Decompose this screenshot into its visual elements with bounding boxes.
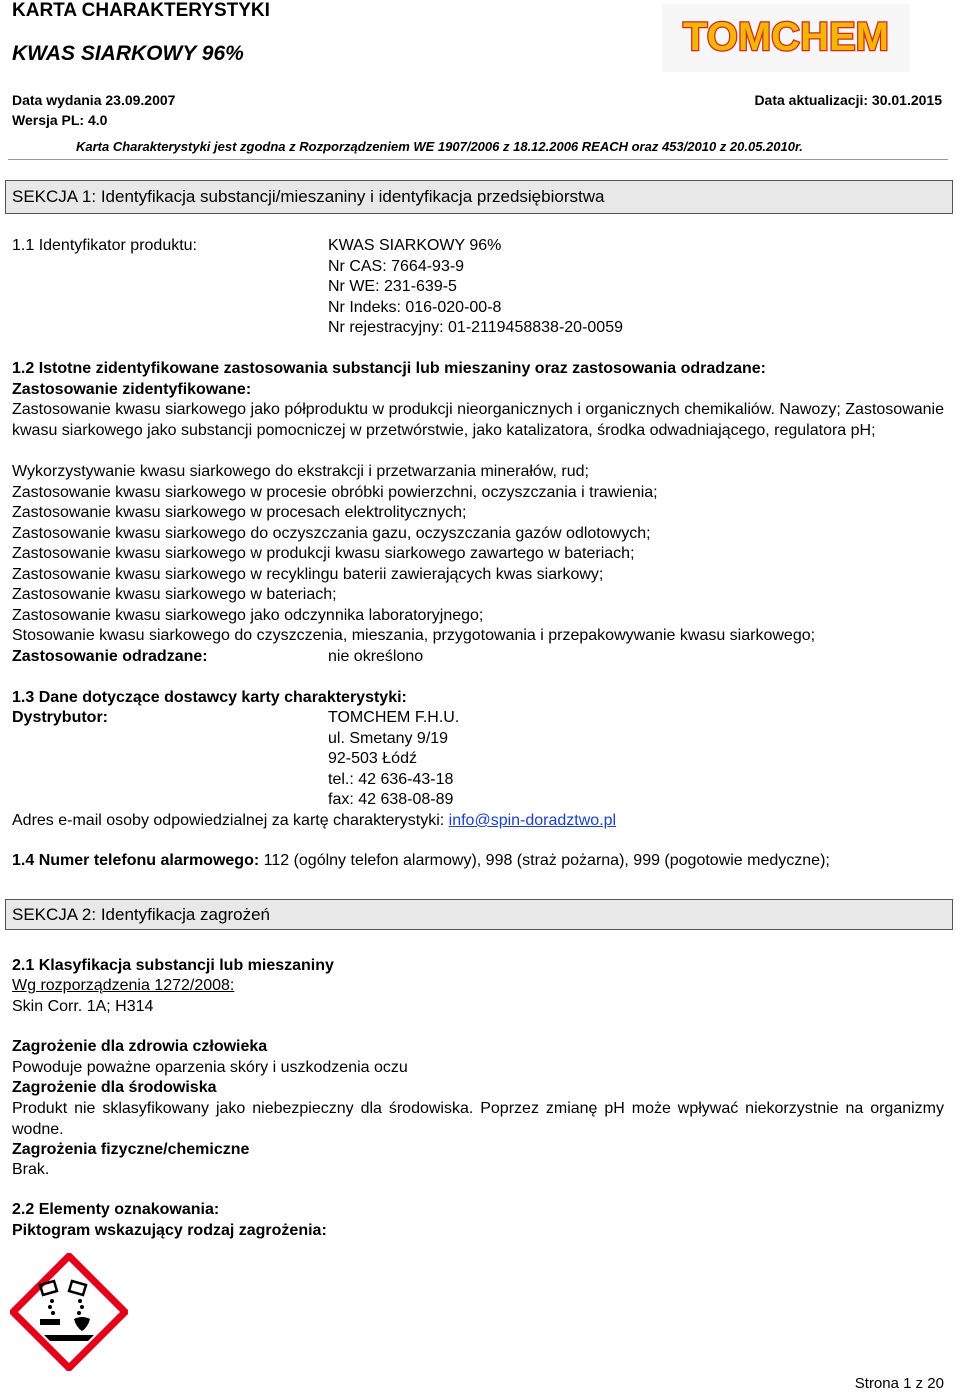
distributor-city: 92-503 Łódź	[328, 750, 417, 767]
distributor-label: Dystrybutor:	[12, 709, 109, 726]
svg-text:TOMCHEM: TOMCHEM	[683, 15, 889, 59]
section-1-title: SEKCJA 1: Identyfikacja substancji/mieszaniny i identyfikacja przedsiębiorstwa	[12, 187, 605, 206]
use-item: Zastosowanie kwasu siarkowego w produkcji kwasu siarkowego zawartego w bateriach;	[12, 545, 635, 562]
distributor-phone: tel.: 42 636-43-18	[328, 771, 454, 788]
discouraged-use-label: Zastosowanie odradzane:	[12, 648, 208, 665]
s21-regulation: Wg rozporządzenia 1272/2008:	[12, 977, 235, 994]
version: Wersja PL: 4.0	[12, 112, 108, 128]
distributor-fax: fax: 42 638-08-89	[328, 791, 454, 808]
update-date: Data aktualizacji: 30.01.2015	[754, 92, 942, 108]
health-text: Powoduje poważne oparzenia skóry i uszkodzenia oczu	[12, 1059, 408, 1076]
corrosion-icon	[10, 1253, 128, 1371]
email-line	[12, 811, 616, 831]
s21-classification: Skin Corr. 1A; H314	[12, 998, 154, 1015]
use-item: Zastosowanie kwasu siarkowego w procesie obróbki powierzchni, oczyszczania i trawienia;	[12, 484, 658, 501]
distributor-name: TOMCHEM F.H.U.	[328, 709, 460, 726]
env-heading: Zagrożenie dla środowiska	[12, 1079, 217, 1096]
health-heading: Zagrożenie dla zdrowia człowieka	[12, 1038, 268, 1055]
use-item: Zastosowanie kwasu siarkowego w bateriach;	[12, 586, 337, 603]
s22-heading: 2.2 Elementy oznakowania:	[12, 1201, 220, 1218]
emergency-numbers: 112 (ogólny telefon alarmowy), 998 (straż pożarna), 999 (pogotowie medyczne);	[263, 852, 830, 869]
section-2-title: SEKCJA 2: Identyfikacja zagrożeń	[12, 905, 270, 924]
index-number: Nr Indeks: 016-020-00-8	[328, 299, 502, 316]
use-item: Zastosowanie kwasu siarkowego w recyklingu baterii zawierających kwas siarkowy;	[12, 566, 604, 583]
s12-heading: 1.2 Istotne zidentyfikowane zastosowania substancji lub mieszaniny oraz zastosowania odradzane:	[12, 360, 766, 377]
header-divider	[8, 159, 948, 160]
document-title: KARTA CHARAKTERYSTYKI	[12, 0, 270, 21]
we-number: Nr WE: 231-639-5	[328, 278, 457, 295]
s11-label: 1.1 Identyfikator produktu:	[12, 237, 197, 254]
s21-heading: 2.1 Klasyfikacja substancji lub mieszaniny	[12, 957, 334, 974]
cas-number: Nr CAS: 7664-93-9	[328, 258, 465, 275]
section-1-header	[5, 180, 953, 214]
email-link[interactable]: info@spin-doradztwo.pl	[448, 812, 617, 829]
use-item: Wykorzystywanie kwasu siarkowego do ekstrakcji i przetwarzania minerałów, rud;	[12, 463, 589, 480]
page-number: Strona 1 z 20	[854, 1375, 944, 1392]
env-text: Produkt nie sklasyfikowany jako niebezpieczny dla środowiska. Poprzez zmianę pH może wpływać niekorzystnie na organizmy wodne.	[12, 1100, 944, 1138]
s13-heading: 1.3 Dane dotyczące dostawcy karty charakterystyki:	[12, 689, 407, 706]
emergency-line	[12, 851, 830, 871]
product-name: KWAS SIARKOWY 96%	[12, 42, 244, 65]
regulation-note: Karta Charakterystyki jest zgodna z Rozporządzeniem WE 1907/2006 z 18.12.2006 REACH oraz 453/2010 z 20.05.2010r.	[76, 139, 803, 154]
s12-paragraph: Zastosowanie kwasu siarkowego jako półproduktu w produkcji nieorganicznych i organicznych chemikaliów. Nawozy; Zastosowanie kwasu siarkowego jako substancji pomocniczej w przetwórstwie, jako katalizatora, środka odwadniającego, regulatora pH;	[12, 401, 944, 439]
email-label: Adres e-mail osoby odpowiedzialnej za kartę charakterystyki:	[12, 812, 445, 829]
registration-number: Nr rejestracyjny: 01-2119458838-20-0059	[328, 319, 623, 336]
use-item: Stosowanie kwasu siarkowego do czyszczenia, mieszania, przygotowania i przepakowywanie kwasu siarkowego;	[12, 627, 816, 644]
section-2-header	[5, 899, 953, 930]
emergency-label: 1.4 Numer telefonu alarmowego:	[12, 852, 260, 869]
physchem-heading: Zagrożenia fizyczne/chemiczne	[12, 1141, 250, 1158]
tomchem-logo	[662, 4, 910, 72]
pictogram-label: Piktogram wskazujący rodzaj zagrożenia:	[12, 1222, 327, 1239]
discouraged-use-value: nie określono	[328, 648, 424, 665]
s12-identified-label: Zastosowanie zidentyfikowane:	[12, 381, 252, 398]
physchem-text: Brak.	[12, 1161, 50, 1178]
product-identifier: KWAS SIARKOWY 96%	[328, 237, 502, 254]
use-item: Zastosowanie kwasu siarkowego jako odczynnika laboratoryjnego;	[12, 607, 484, 624]
distributor-street: ul. Smetany 9/19	[328, 730, 449, 747]
use-item: Zastosowanie kwasu siarkowego w procesach elektrolitycznych;	[12, 504, 467, 521]
use-item: Zastosowanie kwasu siarkowego do oczyszczania gazu, oczyszczania gazów odlotowych;	[12, 525, 651, 542]
issue-date: Data wydania 23.09.2007	[12, 92, 176, 108]
